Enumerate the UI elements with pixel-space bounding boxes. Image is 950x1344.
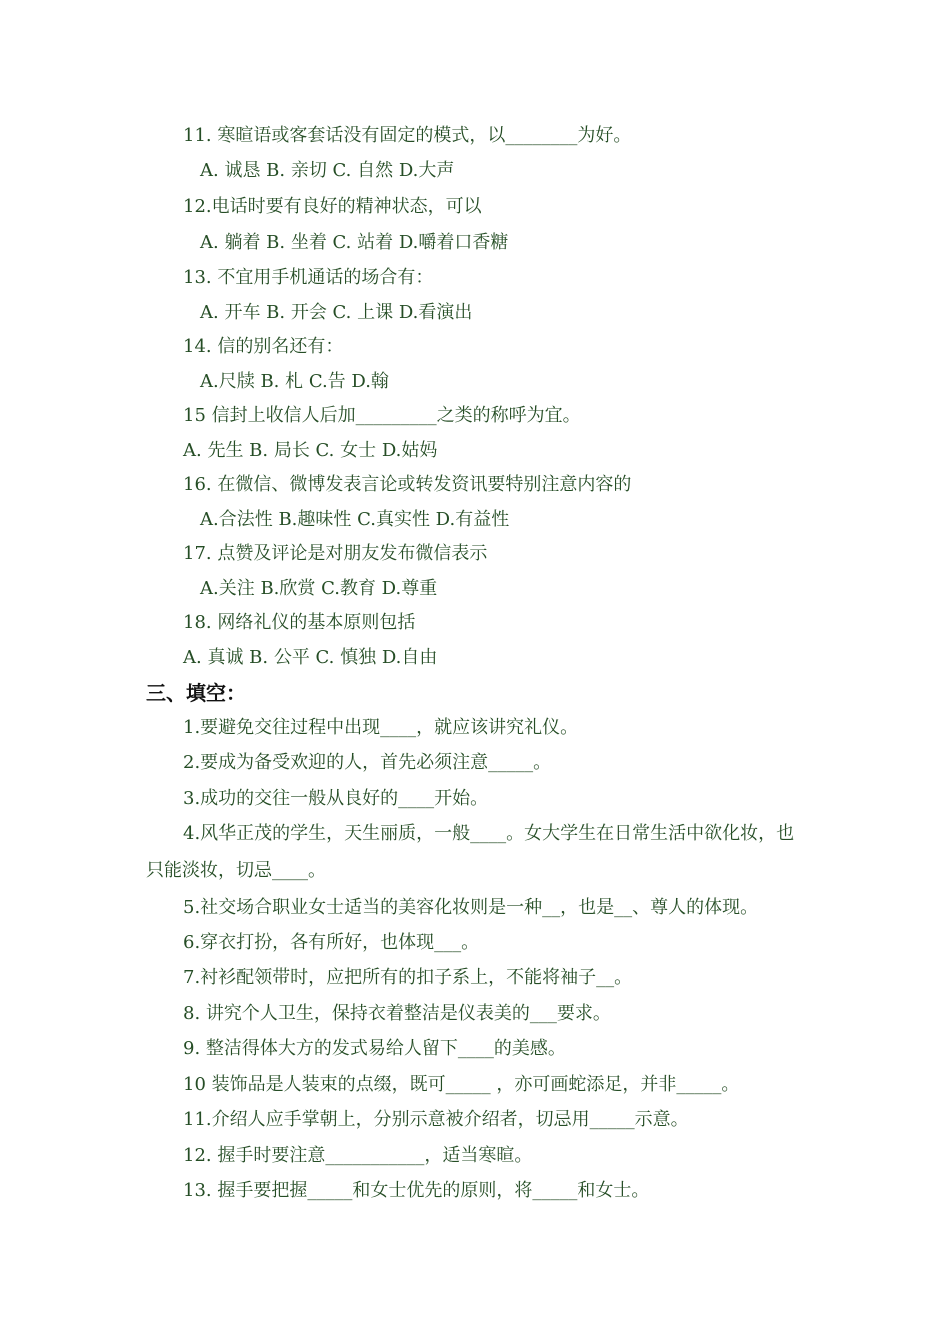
fill-blank-1: 1.要避免交往过程中出现____，就应该讲究礼仪。 [183,717,579,738]
question-14: 14. 信的别名还有： [183,336,344,357]
question-17: 17. 点赞及评论是对朋友发布微信表示 [183,543,488,564]
question-13: 13. 不宜用手机通话的场合有： [183,267,434,288]
question-12: 12.电话时要有良好的精神状态，可以 [183,196,482,217]
section-heading: 三、填空： [146,681,246,705]
fill-blank-13: 13. 握手要把握_____和女士优先的原则，将_____和女士。 [183,1180,650,1201]
question-12-options: A. 躺着 B. 坐着 C. 站着 D.嚼着口香糖 [200,232,509,253]
fill-blank-8: 8. 讲究个人卫生，保持衣着整洁是仪表美的___要求。 [183,1003,611,1024]
fill-blank-11: 11.介绍人应手掌朝上，分别示意被介绍者，切忌用_____示意。 [183,1109,689,1130]
fill-blank-5: 5.社交场合职业女士适当的美容化妆则是一种__，也是__、尊人的体现。 [183,897,759,918]
question-15: 15 信封上收信人后加_________之类的称呼为宜。 [183,405,581,426]
question-14-options: A.尺牍 B. 札 C.告 D.翰 [200,371,389,392]
question-11-options: A. 诚恳 B. 亲切 C. 自然 D.大声 [200,160,455,181]
fill-blank-4-continued: 只能淡妆，切忌____。 [146,860,326,881]
question-16-options: A.合法性 B.趣味性 C.真实性 D.有益性 [200,509,510,530]
question-18-options: A. 真诚 B. 公平 C. 慎独 D.自由 [183,647,438,668]
fill-blank-9: 9. 整洁得体大方的发式易给人留下____的美感。 [183,1038,566,1059]
question-11: 11. 寒暄语或客套话没有固定的模式，以________为好。 [183,125,632,146]
fill-blank-7: 7.衬衫配领带时，应把所有的扣子系上，不能将袖子__。 [183,967,633,988]
question-16: 16. 在微信、微博发表言论或转发资讯要特别注意内容的 [183,474,632,495]
question-18: 18. 网络礼仪的基本原则包括 [183,612,416,633]
fill-blank-4: 4.风华正茂的学生，天生丽质，一般____。女大学生在日常生活中欲化妆，也 [183,823,795,844]
question-15-options: A. 先生 B. 局长 C. 女士 D.姑妈 [183,440,438,461]
fill-blank-6: 6.穿衣打扮，各有所好，也体现___。 [183,932,480,953]
fill-blank-10: 10 装饰品是人装束的点缀，既可_____ ，亦可画蛇添足，并非_____。 [183,1074,740,1095]
question-17-options: A.关注 B.欣赏 C.教育 D.尊重 [200,578,438,599]
fill-blank-2: 2.要成为备受欢迎的人，首先必须注意_____。 [183,752,552,773]
fill-blank-12: 12. 握手时要注意___________，适当寒暄。 [183,1145,533,1166]
fill-blank-3: 3.成功的交往一般从良好的____开始。 [183,788,489,809]
question-13-options: A. 开车 B. 开会 C. 上课 D.看演出 [200,302,473,323]
